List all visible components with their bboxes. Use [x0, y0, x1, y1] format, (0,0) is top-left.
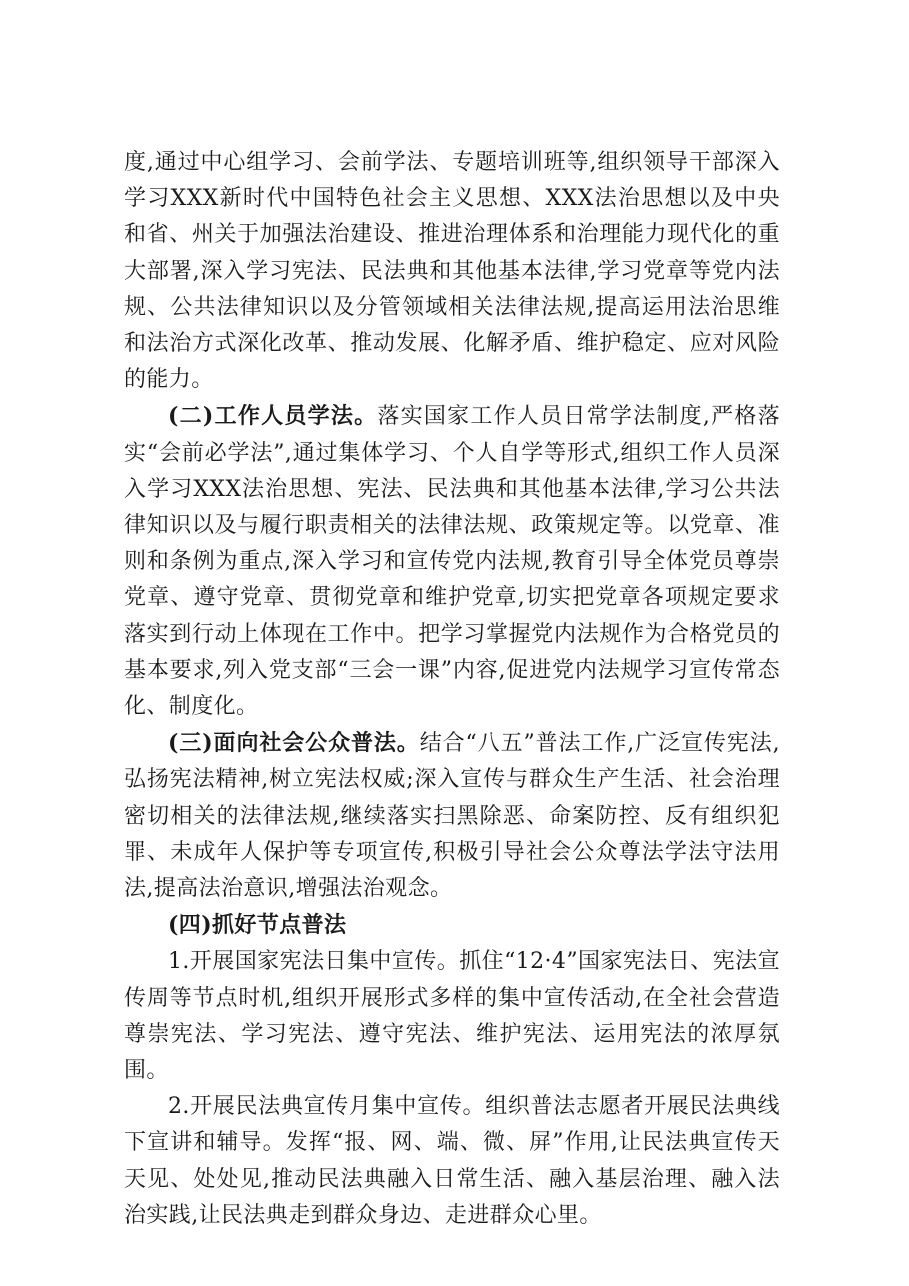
paragraph-civil-code-month — [124, 1089, 780, 1234]
document-body — [124, 145, 780, 1234]
paragraph-text: 落实国家工作人员日常学法制度,严格落实“会前必学法”,通过集体学习、个人自学等形式,组织工作人员深入学习XXX法治思想、宪法、民法典和其他基本法律,学习公共法律知识以及与履行职责相关的法律法规、政策规定等。以党章、准则和条例为重点,深入学习和宣传党内法规,教育引导全体党员尊崇党章、遵守党章、贯彻党章和维护党章,切实把党章各项规定要求落实到行动上体现在工作中。把学习掌握党内法规作为合格党员的基本要求,列入党支部“三会一课”内容,促进党内法规学习宣传常态化、制度化。 — [124, 404, 780, 720]
paragraph-public-education — [124, 725, 780, 907]
section-heading-3: (三)面向社会公众普法。 — [168, 730, 420, 757]
paragraph-text: 结合“八五”普法工作,广泛宣传宪法,弘扬宪法精神,树立宪法权威;深入宣传与群众生产生活、社会治理密切相关的法律法规,继续落实扫黑除恶、命案防控、反有组织犯罪、未成年人保护等专项宣传,积极引导社会公众尊法学法守法用法,提高法治意识,增强法治观念。 — [124, 731, 780, 902]
section-heading-4: (四)抓好节点普法 — [168, 912, 347, 939]
paragraph-staff-study — [124, 398, 780, 725]
section-heading-2: (二)工作人员学法。 — [168, 403, 378, 430]
paragraph-text: 2.开展民法典宣传月集中宣传。组织普法志愿者开展民法典线下宣讲和辅导。发挥“报、网、端、微、屏”作用,让民法典宣传天天见、处处见,推动民法典融入日常生活、融入基层治理、融入法治实践,让民法典走到群众身边、走进群众心里。 — [124, 1094, 780, 1228]
paragraph-text: 度,通过中心组学习、会前学法、专题培训班等,组织领导干部深入学习XXX新时代中国特色社会主义思想、XXX法治思想以及中央和省、州关于加强法治建设、推进治理体系和治理能力现代化的重大部署,深入学习宪法、民法典和其他基本法律,学习党章等党内法规、公共法律知识以及分管领域相关法律法规,提高运用法治思维和法治方式深化改革、推动发展、化解矛盾、维护稳定、应对风险的能力。 — [124, 150, 780, 393]
paragraph-text: 1.开展国家宪法日集中宣传。抓住“12·4”国家宪法日、宪法宣传周等节点时机,组织开展形式多样的集中宣传活动,在全社会营造尊崇宪法、学习宪法、遵守宪法、维护宪法、运用宪法的浓厚氛围。 — [124, 949, 780, 1084]
paragraph-continuation — [124, 145, 780, 398]
paragraph-constitution-day — [124, 944, 780, 1089]
paragraph-key-dates — [124, 907, 780, 944]
